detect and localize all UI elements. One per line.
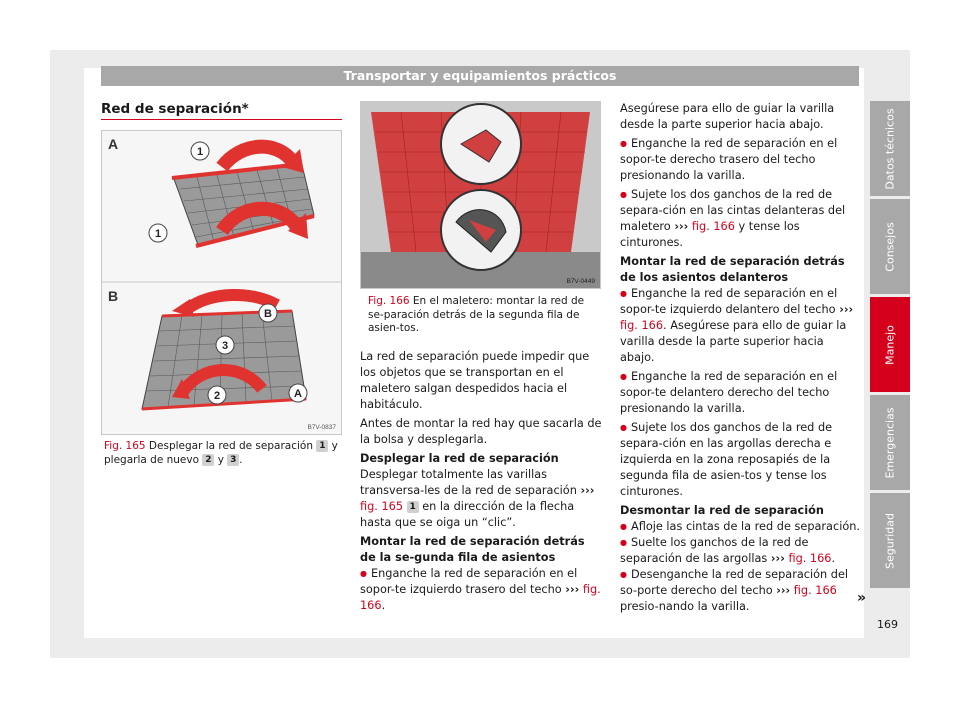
figure-165-code: B7V-0837 (307, 424, 336, 431)
tab-emergencias[interactable] (870, 395, 910, 490)
figure-166-label: Fig. 166 (368, 295, 410, 307)
tab-manejo[interactable] (870, 297, 910, 392)
panel-a-letter: A (108, 136, 119, 152)
bullet-text-a: ● Enganche la red de separación en el sopor-te izquierdo delantero del techo (620, 287, 837, 316)
tab-label: Consejos (883, 221, 897, 272)
paragraph-unpack: Antes de montar la red hay que sacarla de la bolsa y desplegarla. (360, 417, 602, 446)
tab-label: Emergencias (883, 406, 897, 479)
link-fig-166[interactable]: fig. 166 (788, 552, 832, 565)
marker-b-A: A (294, 388, 302, 400)
bullet-text-a: ● Sujete los dos ganchos de la red de separa-ción en las cintas delanteras del maletero (620, 188, 845, 233)
bullet-sujete-ganchos-argollas: ● Sujete los dos ganchos de la red de separa-ción en las argollas derecha e izquierda en la zona reposapiés de la segunda fila de asien-tos y tense los cinturones. (620, 420, 860, 500)
bullet-text-a: ● Enganche la red de separación en el sopor-te izquierdo trasero del techo (360, 567, 577, 596)
tab-label: Manejo (883, 324, 897, 365)
bullet-end: . (381, 599, 386, 612)
title-underline (101, 119, 342, 120)
tab-seguridad[interactable] (870, 493, 910, 588)
bullet-enganche-izquierdo-delantero (620, 286, 860, 366)
bullet-text-b: . Asegúrese para ello de guiar la varilla desde la parte superior hacia abajo. (620, 319, 847, 364)
heading-montar-asientos-delanteros: Montar la red de separación detrás de los asientos delanteros (620, 255, 845, 284)
marker-3-badge: 3 (227, 454, 239, 466)
tab-label: Seguridad (883, 512, 897, 569)
marker-a-1-top: 1 (196, 146, 204, 158)
arrow-glyph: ››› (674, 220, 689, 233)
paragraph-desplegar-text-b: en la dirección de la flecha hasta que se oiga un “clic”. (360, 500, 575, 529)
link-fig-166[interactable]: fig. 166 (360, 583, 601, 612)
intro-paragraph: La red de separación puede impedir que los objetos que se transportan en el maletero salgan despedidos hacia el habitáculo. (360, 350, 590, 411)
paragraph-guiar-varilla: Asegúrese para ello de guiar la varilla desde la parte superior hacia abajo. (620, 102, 835, 131)
arrow-glyph: ››› (776, 584, 791, 597)
arrow-glyph: ››› (580, 484, 595, 497)
middle-column (360, 349, 602, 617)
bullet-enganche-izquierdo-trasero (360, 566, 602, 614)
marker-a-1-bottom: 1 (154, 228, 162, 240)
paragraph-desplegar-text-a: Desplegar totalmente las varillas transversa-les de la red de separación (360, 468, 577, 497)
bullet-desenganche (620, 567, 860, 615)
heading-desplegar: Desplegar la red de separación (360, 452, 559, 465)
bullet-text-a: ● Desenganche la red de separación del so-porte derecho del techo (620, 568, 848, 597)
bullet-enganche-derecho-trasero: ● Enganche la red de separación en el sopor-te derecho trasero del techo presionando la varilla. (620, 136, 860, 184)
marker-b-B: B (264, 308, 272, 320)
marker-b-3: 3 (221, 340, 229, 352)
figure-165-illustration (102, 131, 341, 434)
bullet-text-b: y tense los cinturones. (620, 220, 800, 249)
marker-1-inline: 1 (407, 501, 419, 513)
figure-165-caption-text-2: y plegarla de nuevo (104, 440, 338, 466)
bullet-suelte-ganchos (620, 535, 860, 567)
arrow-glyph: ››› (770, 552, 785, 565)
heading-montar-segunda-fila: Montar la red de separación detrás de la se-gunda fila de asientos (360, 535, 585, 564)
marker-1-badge: 1 (316, 440, 328, 452)
tab-datos-tecnicos[interactable] (870, 101, 910, 196)
section-title: Red de separación* (101, 101, 249, 117)
figure-166-code: B7V-0449 (566, 278, 595, 285)
figure-165-caption-end: . (239, 453, 243, 466)
page-header: Transportar y equipamientos prácticos (101, 66, 859, 86)
arrow-glyph: ››› (839, 303, 854, 316)
link-fig-166[interactable]: fig. 166 (620, 319, 664, 332)
figure-166 (360, 101, 601, 289)
tab-label: Datos técnicos (883, 107, 897, 190)
bullet-sujete-ganchos-cintas (620, 187, 860, 251)
continue-marker: » (857, 590, 867, 606)
link-fig-165[interactable]: fig. 165 (360, 500, 404, 513)
page-number: 169 (877, 618, 898, 631)
paragraph-desplegar (360, 467, 602, 531)
figure-165-caption-text-3: y (217, 453, 224, 466)
figure-165-label: Fig. 165 (104, 440, 146, 452)
bullet-enganche-delantero-derecho: ● Enganche la red de separación en el sopor-te delantero derecho del techo presionando la varilla. (620, 369, 860, 417)
bullet-text-b: presio-nando la varilla. (620, 600, 750, 613)
right-column (620, 101, 860, 618)
bullet-afloje-cintas: ● Afloje las cintas de la red de separación. (620, 519, 860, 535)
heading-desmontar: Desmontar la red de separación (620, 504, 824, 517)
tab-consejos[interactable] (870, 199, 910, 294)
marker-b-2: 2 (213, 390, 221, 402)
figure-166-caption (368, 295, 600, 336)
link-fig-166[interactable]: fig. 166 (793, 584, 837, 597)
bullet-end: . (831, 552, 836, 565)
figure-165 (101, 130, 342, 435)
figure-166-illustration (361, 102, 600, 288)
figure-165-caption (104, 440, 340, 467)
link-fig-166[interactable]: fig. 166 (691, 220, 735, 233)
bullet-text-a: ● Suelte los ganchos de la red de separación de las argollas (620, 536, 809, 565)
figure-166-caption-text: En el maletero: montar la red de se-paración detrás de la segunda fila de asien-tos. (368, 295, 585, 334)
panel-b-letter: B (108, 288, 119, 304)
arrow-glyph: ››› (565, 583, 580, 596)
figure-165-caption-text-1: Desplegar la red de separación (148, 440, 313, 452)
marker-2-badge: 2 (202, 454, 214, 466)
